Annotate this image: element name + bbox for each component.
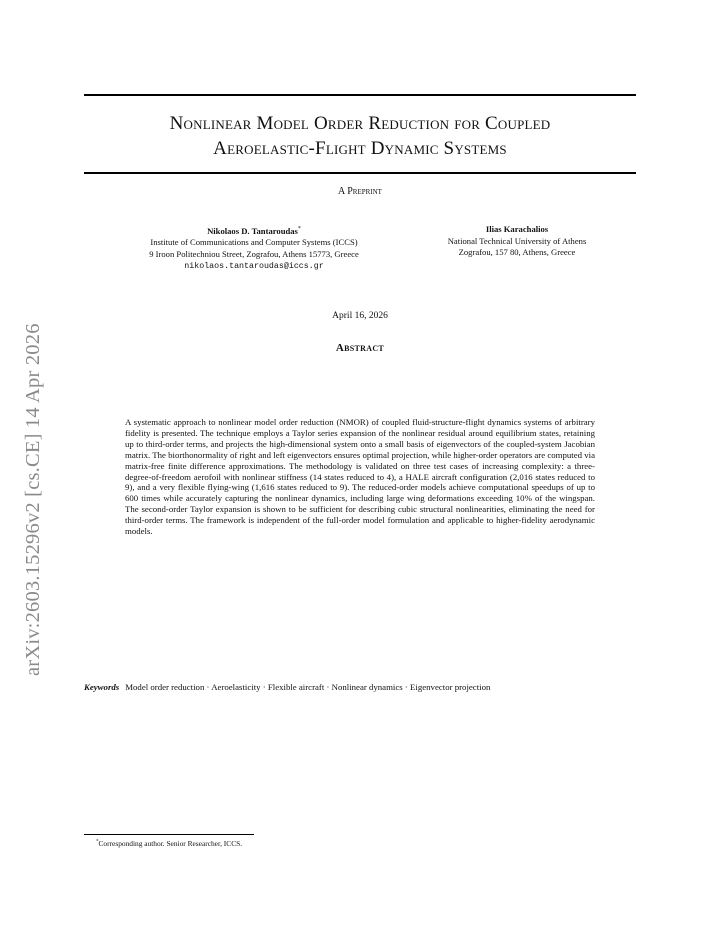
footnote-mark: * xyxy=(96,839,99,845)
author-email[interactable]: nikolaos.tantaroudas@iccs.gr xyxy=(184,261,324,271)
keywords-line xyxy=(84,682,644,692)
author-name: Nikolaos D. Tantaroudas xyxy=(207,225,298,236)
author-block-2 xyxy=(412,224,622,259)
author-affiliation: National Technical University of Athens xyxy=(447,235,587,246)
title-top-rule xyxy=(84,94,636,96)
footnote-marker: * xyxy=(297,226,301,232)
author-address: 9 Iroon Politechniou Street, Zografou, Athens 15773, Greece xyxy=(149,249,359,260)
publication-date: April 16, 2026 xyxy=(332,311,388,321)
abstract-text: A systematic approach to nonlinear model order reduction (NMOR) of coupled fluid-structure-flight dynamics systems of arbitrary fidelity is presented. The technique employs a Taylor series expansion of the nonlinear residual around equilibrium states, retaining up to third-order terms, and projects the high-dimensional system onto a small basis of eigenvectors of the coupled-system Jacobian matrix. The biorthonormality of right and left eigenvectors ensures optimal projection, while higher-order operators are computed via matrix-free finite difference approximations. The methodology is validated on three test cases of increasing complexity: a three-degree-of-freedom aerofoil with nonlinear stiffness (14 states reduced to 4), a HALE aircraft configuration (2,016 states reduced to 9), and a very flexible flying-wing (1,616 states reduced to 9). The reduced-order models achieve computational speedups of up to 600 times while accurately capturing the nonlinear dynamics, including large wing deformations exceeding 10% of the wingspan. The second-order Taylor expansion is shown to be sufficient for describing cubic structural nonlinearities, eliminating the need for third-order terms. The framework is independent of the full-order model formulation and applicable to higher-fidelity aerodynamic models. xyxy=(125,417,595,537)
author-affiliation: Institute of Communications and Computer Systems (ICCS) xyxy=(150,237,358,248)
footnote xyxy=(96,839,242,848)
author-address: Zografou, 157 80, Athens, Greece xyxy=(458,247,576,258)
preprint-label: A Preprint xyxy=(338,186,382,197)
abstract-heading: Abstract xyxy=(335,342,385,354)
footnote-rule xyxy=(84,834,254,835)
keywords-text: Model order reduction · Aeroelasticity · Flexible aircraft · Nonlinear dynamics · Eigenvector projection xyxy=(125,682,491,692)
title-line-2: Aeroelastic-Flight Dynamic Systems xyxy=(213,138,507,159)
keywords-label: Keywords xyxy=(84,682,120,692)
arxiv-identifier: arXiv:2603.15296v2 [cs.CE] 14 Apr 2026 xyxy=(22,323,44,676)
paper-title xyxy=(84,111,636,161)
title-bottom-rule xyxy=(84,172,636,174)
author-block-1 xyxy=(98,224,410,272)
title-line-1: Nonlinear Model Order Reduction for Coupled xyxy=(169,113,551,134)
author-name: Ilias Karachalios xyxy=(485,224,549,234)
footnote-text: Corresponding author. Senior Researcher, ICCS. xyxy=(98,839,243,848)
